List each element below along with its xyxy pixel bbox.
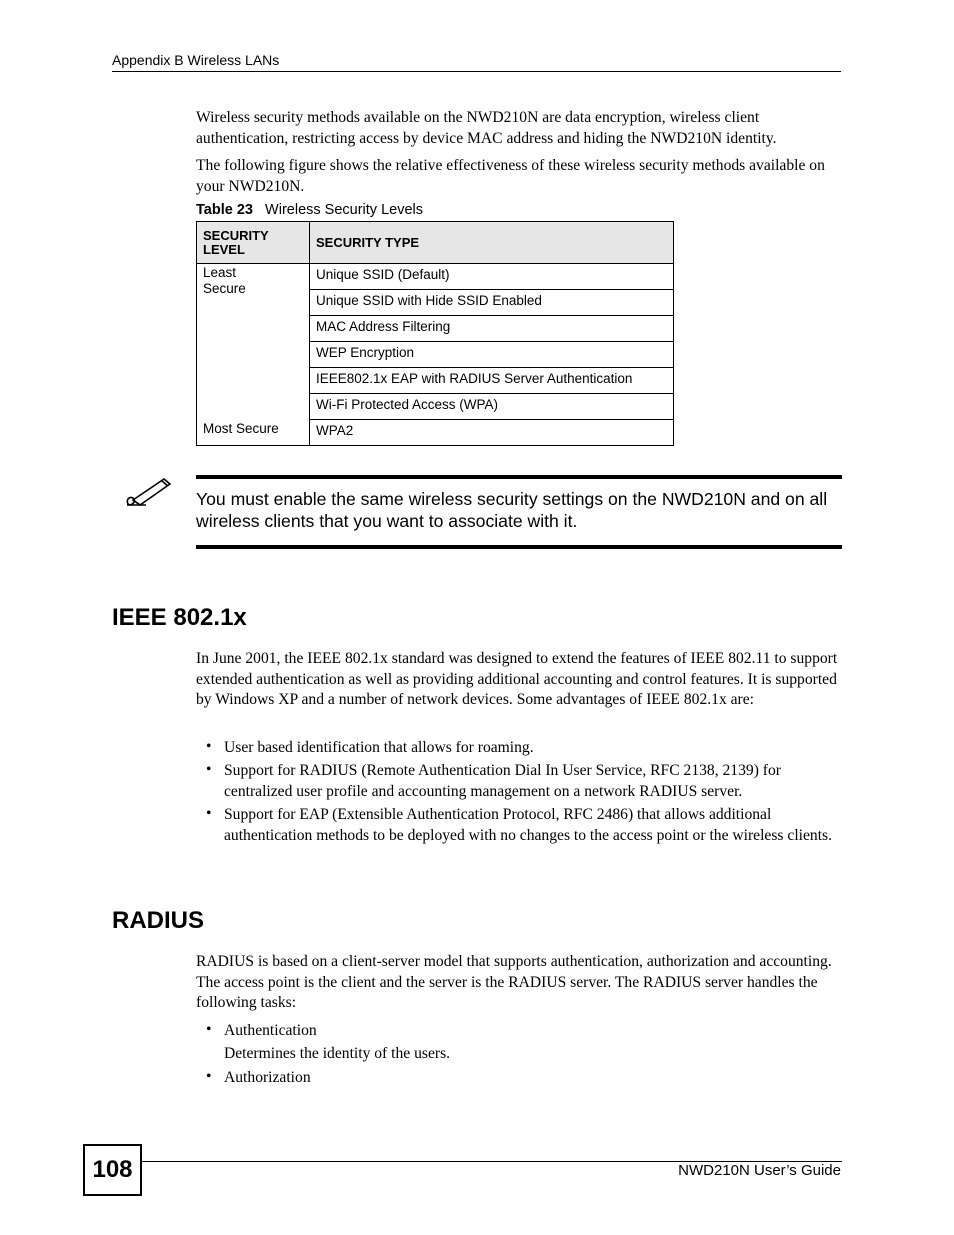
bullet-glyph: • (206, 1068, 212, 1085)
security-type-cell: Unique SSID (Default) (310, 264, 674, 290)
level-least-secure: Least Secure (203, 265, 246, 296)
security-type-cell: Unique SSID with Hide SSID Enabled (310, 290, 674, 316)
table-caption (196, 202, 423, 218)
bullet-glyph: • (206, 761, 212, 778)
security-level-cell (197, 264, 310, 446)
footer-guide-title: NWD210N User’s Guide (678, 1162, 841, 1179)
running-header: Appendix B Wireless LANs (112, 52, 280, 68)
bullet-glyph: • (206, 1021, 212, 1038)
radius-paragraph: RADIUS is based on a client-server model that supports authentication, authorization and accounting. The access point is the client and the server is the RADIUS server. The RADIUS server handles the following tasks: (196, 953, 832, 1011)
radius-bullet-authorization: Authorization (224, 1069, 311, 1086)
radius-bullet-authentication-desc: Determines the identity of the users. (224, 1045, 451, 1062)
intro-paragraph-2: The following figure shows the relative effectiveness of these wireless security methods available on your NWD210N. (196, 157, 825, 195)
table-caption-title: Wireless Security Levels (265, 202, 423, 218)
security-type-cell: Wi-Fi Protected Access (WPA) (310, 394, 674, 420)
ieee-bullet-3: Support for EAP (Extensible Authentication Protocol, RFC 2486) that allows additional authentication methods to be deployed with no changes to the access point or the wireless clients. (224, 806, 832, 844)
level-most-secure: Most Secure (203, 421, 279, 436)
table-caption-label: Table 23 (196, 202, 253, 218)
intro-paragraph-1: Wireless security methods available on the NWD210N are data encryption, wireless client authentication, restricting access by device MAC address and hiding the NWD210N identity. (196, 109, 777, 147)
radius-heading: RADIUS (112, 907, 205, 934)
bullet-glyph: • (206, 738, 212, 755)
security-type-cell: IEEE802.1x EAP with RADIUS Server Authentication (310, 368, 674, 394)
ieee-bullet-1: User based identification that allows for roaming. (224, 739, 534, 756)
page-number: 108 (83, 1144, 142, 1196)
radius-bullet-authentication: Authentication (224, 1022, 317, 1039)
note-bottom-rule (196, 545, 842, 549)
security-levels-table (196, 221, 674, 446)
note-text: You must enable the same wireless security settings on the NWD210N and on all wireless clients that you want to associate with it. (196, 489, 828, 531)
pencil-note-icon (124, 474, 174, 508)
security-type-cell: WEP Encryption (310, 342, 674, 368)
table-row (197, 264, 674, 290)
ieee-heading: IEEE 802.1x (112, 604, 247, 631)
security-type-cell: MAC Address Filtering (310, 316, 674, 342)
note-top-rule (196, 475, 842, 479)
ieee-bullet-2: Support for RADIUS (Remote Authentication Dial In User Service, RFC 2138, 2139) for centralized user profile and accounting management on a network RADIUS server. (224, 762, 781, 800)
bullet-glyph: • (206, 805, 212, 822)
ieee-paragraph: In June 2001, the IEEE 802.1x standard was designed to extend the features of IEEE 802.11 to support extended authentication as well as providing additional accounting and control features. It is supported by Windows XP and a number of network devices. Some advantages of IEEE 802.1x are: (196, 650, 838, 708)
table-header-row (197, 222, 674, 264)
header-rule (112, 71, 841, 72)
security-type-cell: WPA2 (310, 420, 674, 446)
header-security-type: SECURITY TYPE (310, 222, 674, 264)
header-security-level: SECURITY LEVEL (197, 222, 310, 264)
